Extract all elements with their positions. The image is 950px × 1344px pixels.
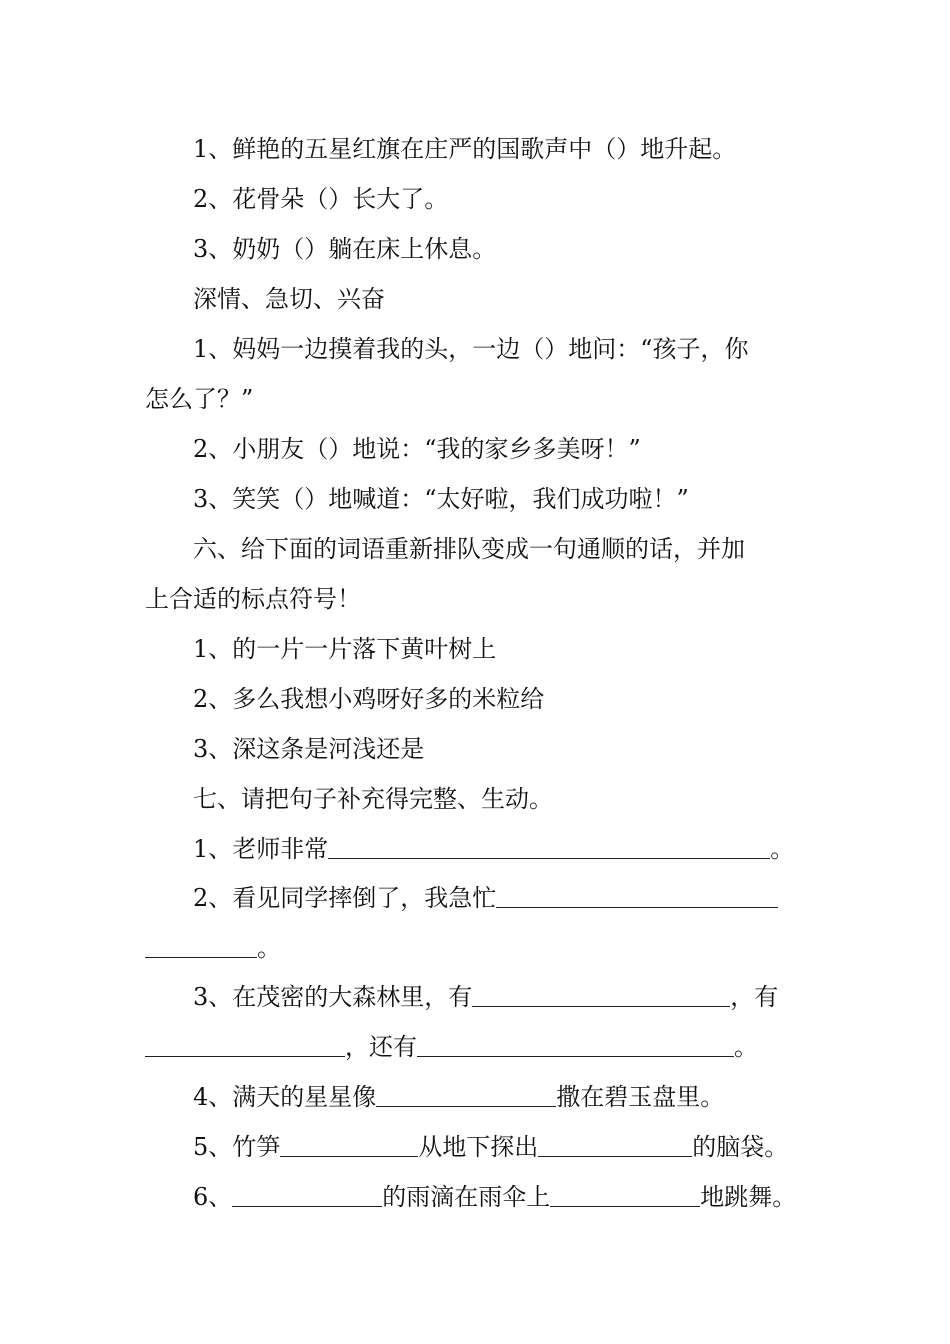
answer-blank[interactable] bbox=[280, 1134, 418, 1157]
word-bank: 深情、急切、兴奋 bbox=[193, 285, 385, 313]
answer-blank[interactable] bbox=[145, 935, 257, 958]
fill-in-line bbox=[193, 883, 858, 913]
question-line: 2、小朋友（）地说：“我的家乡多美呀！” bbox=[193, 435, 641, 463]
question-line: 2、花骨朵（）长大了。 bbox=[193, 185, 449, 213]
fill-in-line bbox=[193, 982, 858, 1012]
answer-blank[interactable] bbox=[417, 1034, 734, 1057]
fill-in-line bbox=[193, 1132, 858, 1162]
prompt-text: 从地下探出 bbox=[418, 1133, 539, 1161]
question-line: 1、妈妈一边摸着我的头，一边（）地问：“孩子，你 bbox=[193, 335, 749, 363]
question-line: 2、多么我想小鸡呀好多的米粒给 bbox=[193, 685, 545, 713]
prompt-text: 撒在碧玉盘里。 bbox=[556, 1083, 725, 1111]
fill-in-line-continued bbox=[145, 933, 810, 963]
section-heading: 七、请把句子补充得完整、生动。 bbox=[193, 785, 553, 813]
answer-blank[interactable] bbox=[145, 1034, 345, 1057]
prompt-text: 。 bbox=[770, 835, 795, 863]
question-line: 3、深这条是河浅还是 bbox=[193, 735, 425, 763]
prompt-text: 4、满天的星星像 bbox=[193, 1083, 377, 1111]
section-heading-continued: 上合适的标点符号！ bbox=[145, 585, 361, 613]
question-line: 3、笑笑（）地喊道：“太好啦，我们成功啦！” bbox=[193, 485, 689, 513]
prompt-text: 5、竹笋 bbox=[193, 1133, 281, 1161]
prompt-text: 的雨滴在雨伞上 bbox=[382, 1183, 551, 1211]
answer-blank[interactable] bbox=[328, 836, 770, 859]
section-heading: 六、给下面的词语重新排队变成一句通顺的话，并加 bbox=[193, 535, 745, 563]
fill-in-line bbox=[193, 1082, 858, 1112]
prompt-text: 1、老师非常 bbox=[193, 835, 329, 863]
prompt-text: 3、在茂密的大森林里，有 bbox=[193, 983, 473, 1011]
prompt-text: 6、 bbox=[193, 1183, 233, 1211]
fill-in-line bbox=[193, 834, 858, 864]
answer-blank[interactable] bbox=[376, 1084, 556, 1107]
prompt-text: 2、看见同学摔倒了，我急忙 bbox=[193, 884, 497, 912]
answer-blank[interactable] bbox=[550, 1184, 700, 1207]
fill-in-line bbox=[193, 1182, 858, 1212]
fill-in-line-continued bbox=[145, 1032, 810, 1062]
answer-blank[interactable] bbox=[232, 1184, 382, 1207]
prompt-text: ，还有 bbox=[345, 1033, 417, 1061]
prompt-text: 的脑袋。 bbox=[692, 1133, 789, 1161]
prompt-text: 。 bbox=[734, 1033, 758, 1061]
question-line: 3、奶奶（）躺在床上休息。 bbox=[193, 235, 497, 263]
answer-blank[interactable] bbox=[538, 1134, 692, 1157]
prompt-text: 地跳舞。 bbox=[700, 1183, 797, 1211]
question-line-continued: 怎么了？” bbox=[145, 385, 254, 413]
answer-blank[interactable] bbox=[472, 984, 730, 1007]
answer-blank[interactable] bbox=[496, 885, 778, 908]
prompt-text: ，有 bbox=[730, 983, 779, 1011]
question-line: 1、的一片一片落下黄叶树上 bbox=[193, 635, 497, 663]
question-line: 1、鲜艳的五星红旗在庄严的国歌声中（）地升起。 bbox=[193, 135, 737, 163]
prompt-text: 。 bbox=[257, 934, 281, 962]
